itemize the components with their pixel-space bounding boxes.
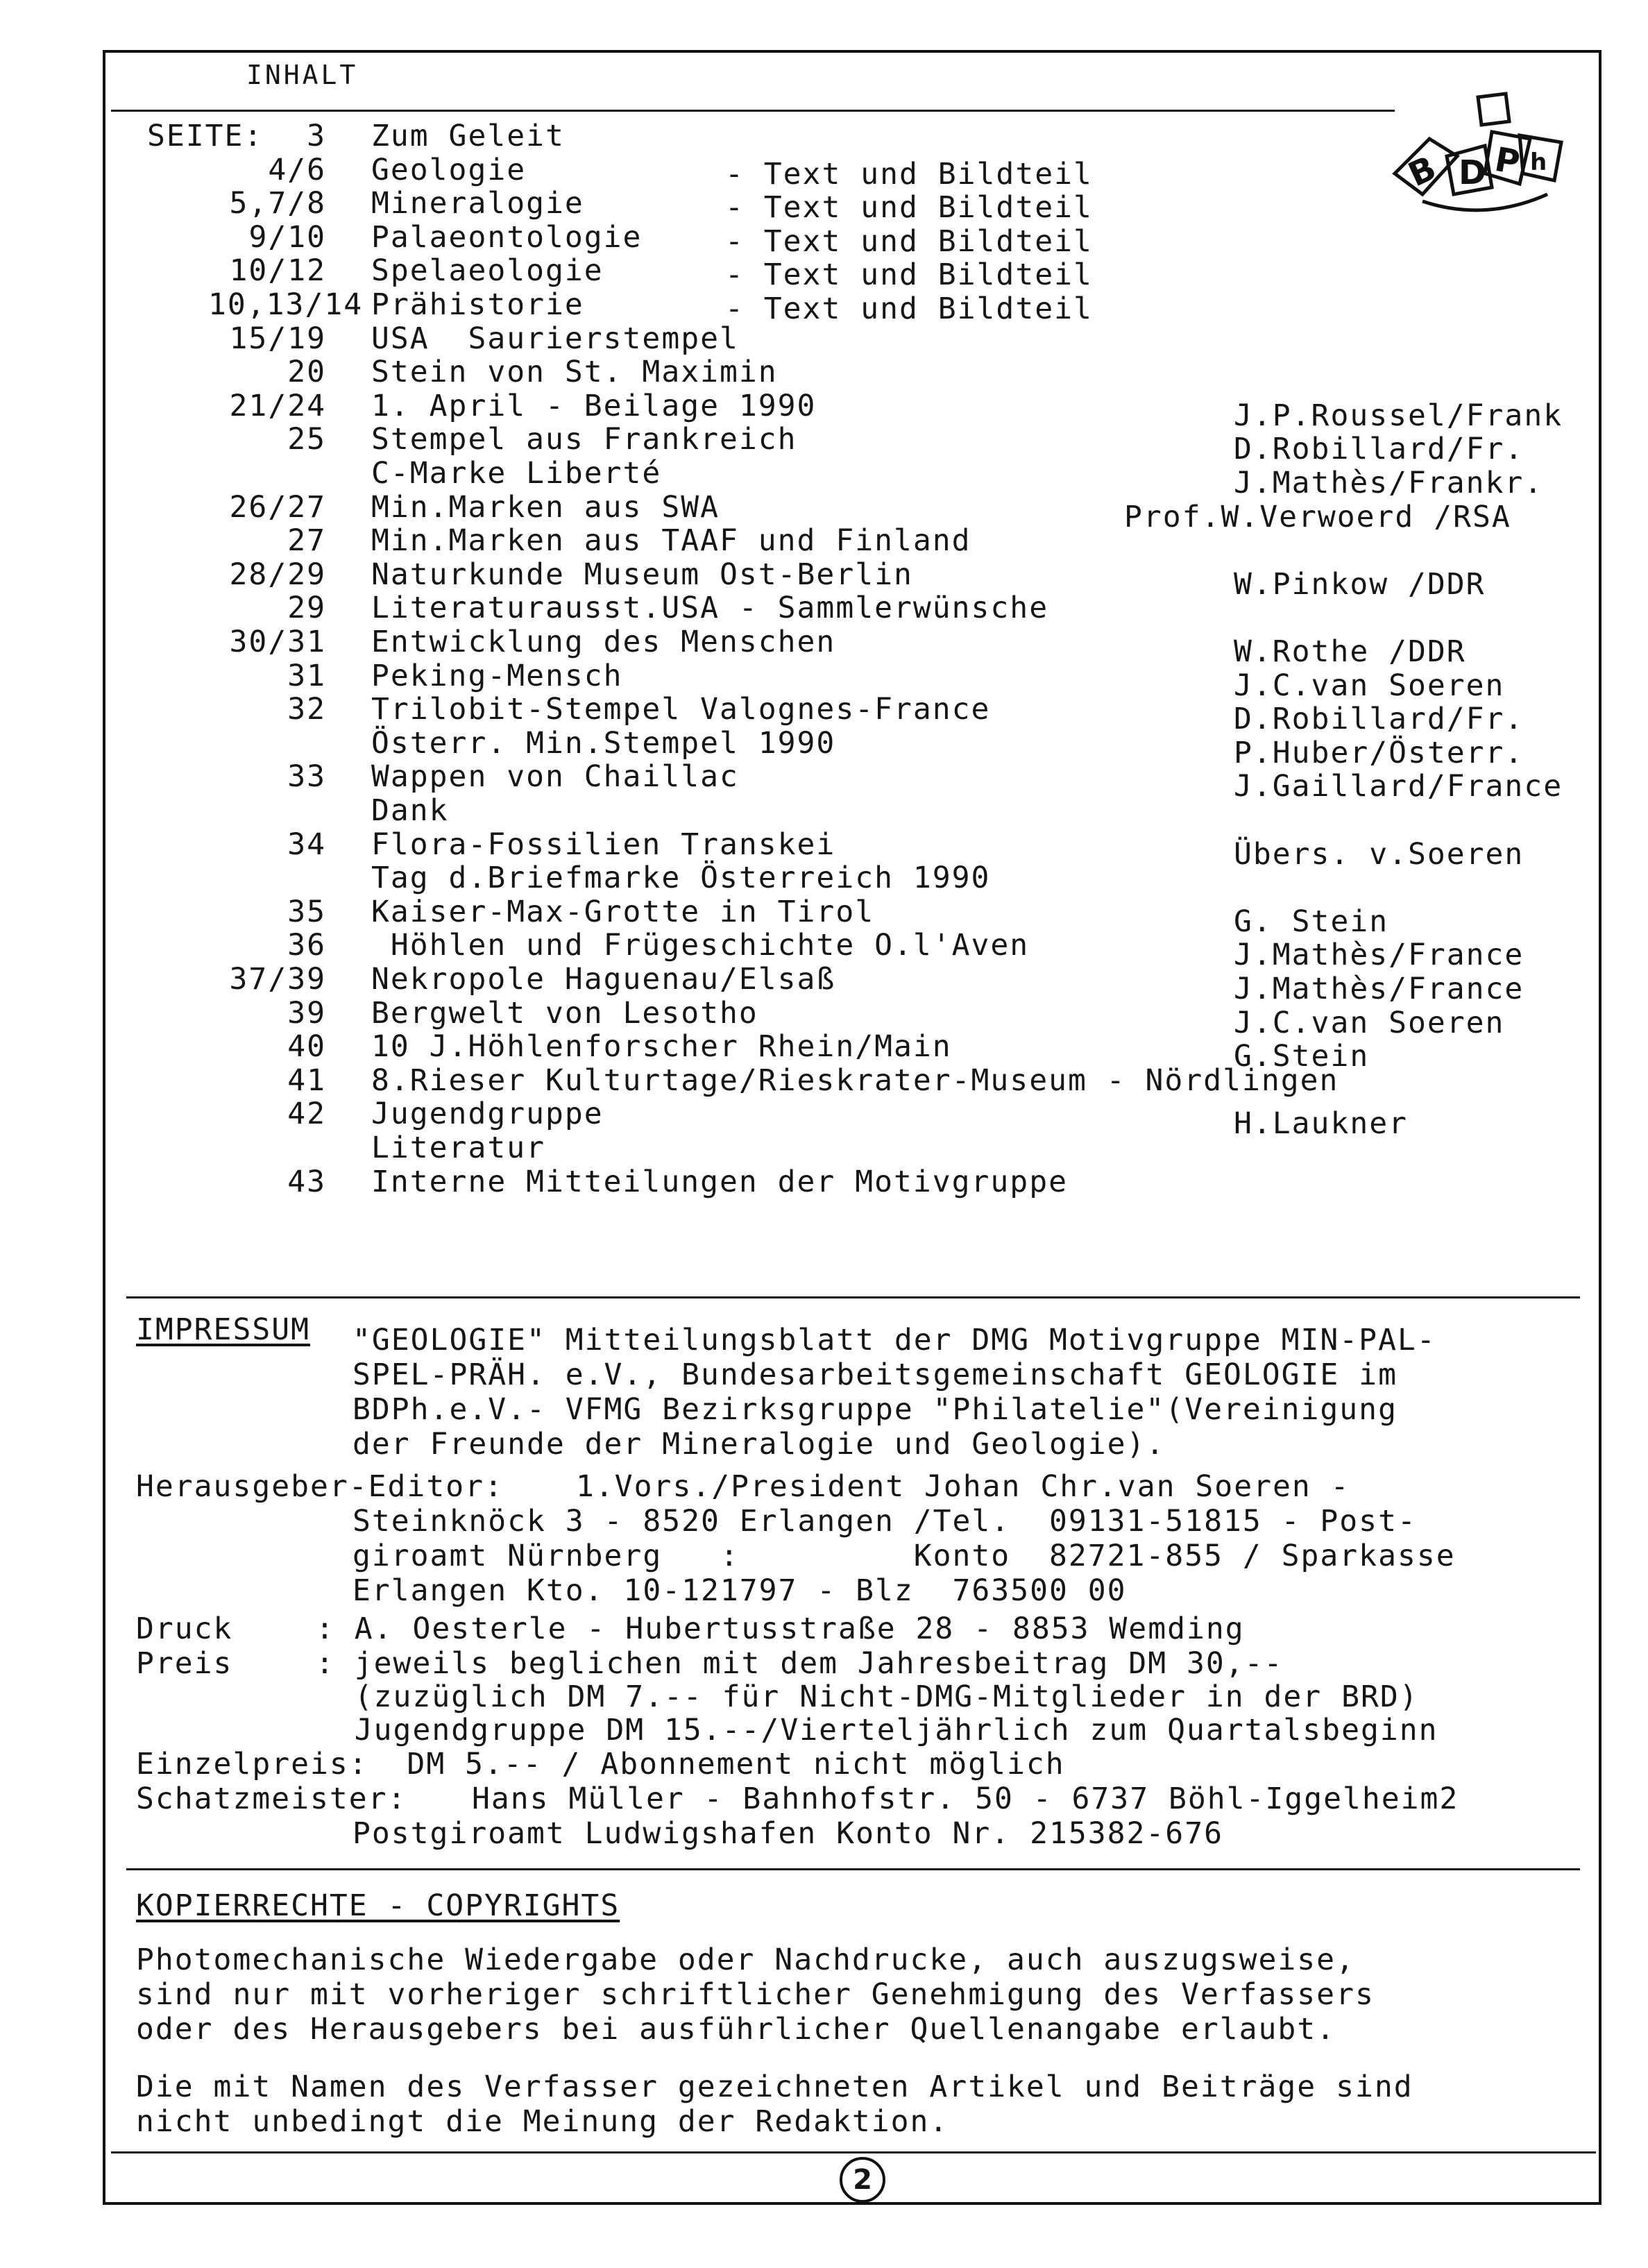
toc-page: 33 [287,759,326,794]
toc-author: Prof.W.Verwoerd /RSA [1124,500,1511,534]
druck-label: Druck [136,1611,233,1646]
footer-rule [111,2151,1596,2153]
copyright-line: oder des Herausgebers bei ausführlicher Quellenangabe erlaubt. [136,2012,1336,2047]
toc-page: 35 [287,895,326,929]
toc-extra: - Text und Bildteil [725,157,1093,192]
toc-author: J.C.van Soeren [1234,668,1505,703]
toc-page: 39 [287,996,326,1031]
toc-title: C-Marke Liberté [371,456,662,491]
toc-title: 8.Rieser Kulturtage/Rieskrater-Museum - Nördlingen [371,1063,1339,1098]
page-title: INHALT [246,60,359,90]
toc-title: Wappen von Chaillac [371,759,739,794]
toc-extra: - Text und Bildteil [725,190,1093,225]
toc-title: Nekropole Haguenau/Elsaß [371,962,836,997]
impressum-rule [126,1296,1580,1298]
toc-title: Min.Marken aus SWA [371,490,720,525]
toc-title: Prähistorie [371,287,584,322]
toc-title: Kaiser-Max-Grotte in Tirol [371,895,875,929]
copyright-line: nicht unbedingt die Meinung der Redaktion. [136,2104,949,2139]
toc-title: Entwicklung des Menschen [371,625,836,659]
toc-page: 32 [287,692,326,727]
toc-title: Dank [371,793,449,828]
toc-page: 43 [287,1165,326,1199]
page-number: 2 [840,2157,885,2203]
preis-line: (zuzüglich DM 7.-- für Nicht-DMG-Mitglieder in der BRD) [316,1679,1419,1714]
toc-title: Peking-Mensch [371,659,623,693]
toc-title: Zum Geleit [371,119,565,153]
toc-page: 30/31 [229,625,326,659]
toc-author: J.C.van Soeren [1234,1006,1505,1040]
toc-title: Literatur [371,1131,545,1165]
toc-page: 10/12 [229,253,326,288]
toc-page: 3 [307,119,326,153]
copyright-line: Photomechanische Wiedergabe oder Nachdrucke, auch auszugsweise, [136,1943,1355,1977]
toc-page: 10,13/14 [208,287,364,322]
toc-title: Österr. Min.Stempel 1990 [371,726,836,761]
editor-label: Herausgeber-Editor: [136,1469,504,1504]
svg-text:P: P [1492,139,1523,183]
toc-extra: - Text und Bildteil [725,291,1093,326]
copyright-heading: KOPIERRECHTE - COPYRIGHTS [136,1888,620,1923]
toc-page: 31 [287,659,326,693]
editor-line: Erlangen Kto. 10-121797 - Blz 763500 00 [352,1573,1127,1608]
seite-label: SEITE: [147,119,264,153]
toc-title: Interne Mitteilungen der Motivgruppe [371,1165,1068,1199]
toc-author: J.Mathès/France [1234,938,1524,972]
toc-title: Stempel aus Frankreich [371,422,797,457]
toc-author: Übers. v.Soeren [1234,837,1524,872]
toc-author: J.P.Roussel/Frank [1234,398,1563,433]
toc-page: 42 [287,1097,326,1131]
schatzmeister-line: Hans Müller - Bahnhofstr. 50 - 6737 Böhl-Iggelheim2 [472,1782,1459,1816]
svg-text:h: h [1530,149,1547,176]
header-rule [111,110,1395,112]
toc-title: Spelaeologie [371,253,604,288]
toc-title: Literaturausst.USA - Sammlerwünsche [371,591,1049,625]
toc-author: J.Mathès/France [1234,972,1524,1006]
preis-line: Jugendgruppe DM 15.--/Vierteljährlich zum Quartalsbeginn [316,1713,1438,1747]
svg-text:B: B [1402,149,1443,195]
toc-title: 1. April - Beilage 1990 [371,389,817,423]
copyright-line: Die mit Namen des Verfasser gezeichneten Artikel und Beiträge sind [136,2070,1413,2104]
toc-page: 29 [287,591,326,625]
toc-page: 25 [287,422,326,457]
toc-author: J.Mathès/Frankr. [1234,466,1544,500]
impressum-line: BDPh.e.V.- VFMG Bezirksgruppe "Philatelie"(Vereinigung [352,1392,1398,1427]
toc-title: Höhlen und Frügeschichte O.l'Aven [371,928,1030,963]
toc-title: Palaeontologie [371,220,643,255]
toc-page: 4/6 [268,153,326,187]
toc-page: 34 [287,827,326,862]
toc-author: W.Pinkow /DDR [1234,567,1486,602]
toc-page: 21/24 [229,389,326,423]
impressum-line: "GEOLOGIE" Mitteilungsblatt der DMG Motivgruppe MIN-PAL- [352,1323,1436,1357]
toc-title: Geologie [371,153,527,187]
impressum-line: der Freunde der Mineralogie und Geologie). [352,1427,1166,1462]
toc-page: 26/27 [229,490,326,525]
toc-title: Tag d.Briefmarke Österreich 1990 [371,861,991,895]
toc-author: P.Huber/Österr. [1234,736,1524,770]
toc-title: Trilobit-Stempel Valognes-France [371,692,991,727]
toc-title: 10 J.Höhlenforscher Rhein/Main [371,1029,952,1064]
toc-title: Min.Marken aus TAAF und Finland [371,523,971,558]
toc-author: D.Robillard/Fr. [1234,432,1524,466]
preis-line: : jeweils beglichen mit dem Jahresbeitrag DM 30,-- [316,1646,1284,1681]
toc-title: Flora-Fossilien Transkei [371,827,836,862]
toc-page: 27 [287,523,326,558]
toc-author: G. Stein [1234,904,1389,939]
toc-page: 28/29 [229,557,326,592]
toc-page: 36 [287,928,326,963]
toc-page: 37/39 [229,962,326,997]
toc-page: 5,7/8 [229,186,326,221]
toc-author: H.Laukner [1234,1106,1408,1141]
toc-title: Mineralogie [371,186,584,221]
schatzmeister-label: Schatzmeister: [136,1782,407,1816]
impressum-heading: IMPRESSUM [136,1312,310,1347]
bdph-logo [1381,90,1589,229]
toc-author: G.Stein [1234,1039,1370,1074]
toc-title: Jugendgruppe [371,1097,604,1131]
toc-page: 15/19 [229,321,326,356]
einzelpreis: Einzelpreis: DM 5.-- / Abonnement nicht möglich [136,1747,1065,1782]
svg-text:D: D [1459,153,1486,192]
toc-title: Stein von St. Maximin [371,355,778,389]
editor-line: giroamt Nürnberg : Konto 82721-855 / Sparkasse [352,1539,1456,1573]
toc-extra: - Text und Bildteil [725,257,1093,292]
toc-page: 20 [287,355,326,389]
toc-author: D.Robillard/Fr. [1234,702,1524,736]
toc-page: 40 [287,1029,326,1064]
toc-page: 41 [287,1063,326,1098]
impressum-line: SPEL-PRÄH. e.V., Bundesarbeitsgemeinschaft GEOLOGIE im [352,1357,1398,1392]
druck-value: : A. Oesterle - Hubertusstraße 28 - 8853 Wemding [316,1611,1245,1646]
toc-author: J.Gaillard/France [1234,769,1563,804]
toc-title: USA Saurierstempel [371,321,739,356]
toc-author: W.Rothe /DDR [1234,634,1466,669]
editor-line: 1.Vors./President Johan Chr.van Soeren - [576,1469,1350,1504]
toc-extra: - Text und Bildteil [725,224,1093,259]
toc-title: Naturkunde Museum Ost-Berlin [371,557,913,592]
toc-title: Bergwelt von Lesotho [371,996,758,1031]
copyright-rule [126,1868,1580,1870]
toc-page: 9/10 [248,220,326,255]
editor-line: Steinknöck 3 - 8520 Erlangen /Tel. 09131-51815 - Post- [352,1504,1417,1539]
schatzmeister-line: Postgiroamt Ludwigshafen Konto Nr. 215382-676 [352,1816,1223,1851]
preis-label: Preis [136,1646,233,1681]
copyright-line: sind nur mit vorheriger schriftlicher Genehmigung des Verfassers [136,1977,1375,2012]
